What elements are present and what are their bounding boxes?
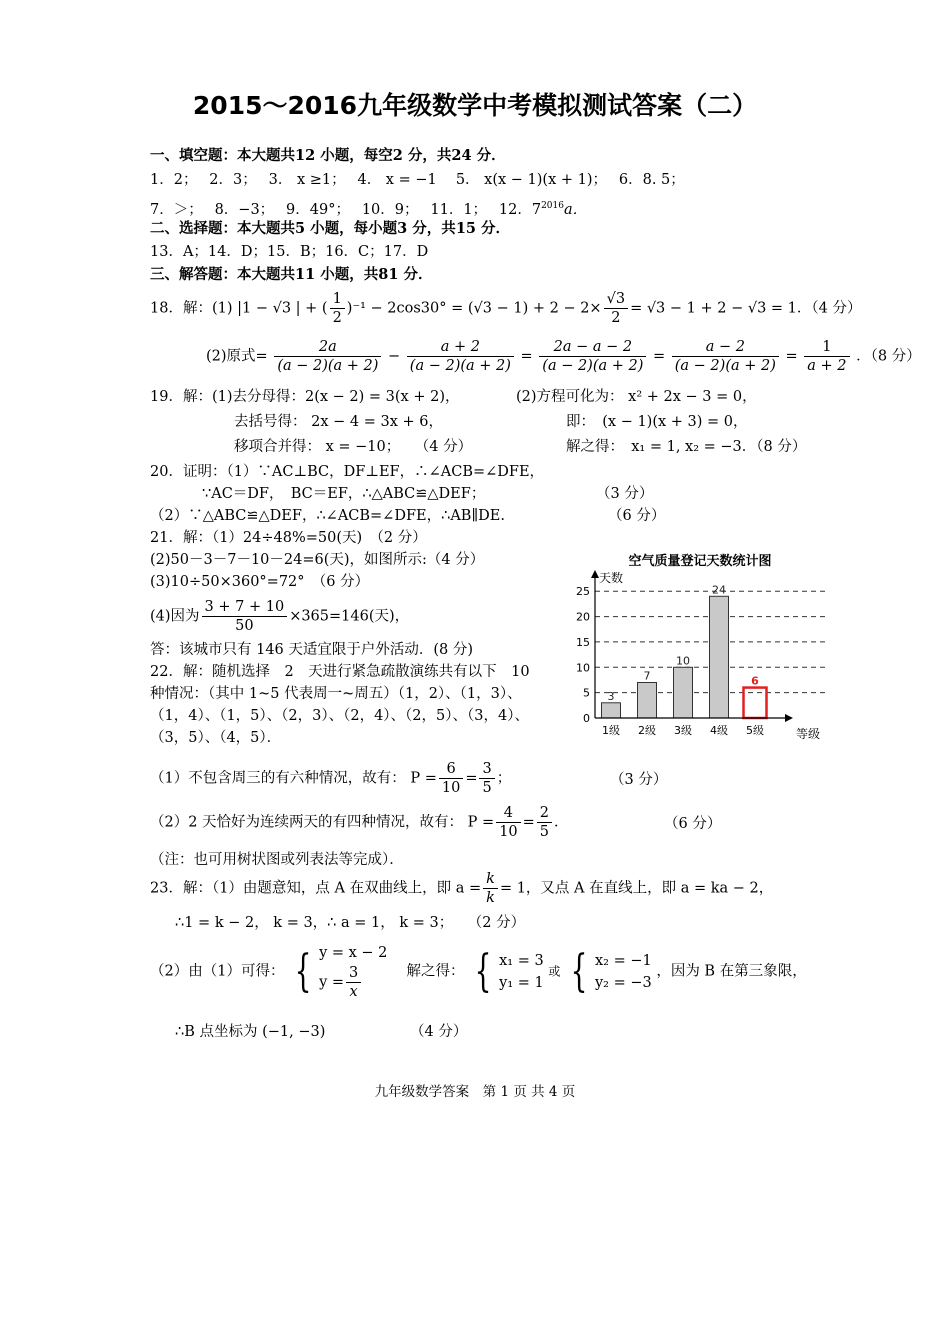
q22-part2: （2）2 天恰好为连续两天的有四种情况，故有： P = $\frac{4}{10}$ = $\frac{2}{5}$ ． bbox=[150, 805, 569, 840]
chart-x-arrow bbox=[785, 714, 793, 722]
section2-answers: 13．A；14．D；15．B；16．C；17．D bbox=[150, 244, 429, 260]
chart-y-tick-label: 5 bbox=[583, 686, 590, 700]
q21-line4: (4)因为 $\frac{3 + 7 + 10}{50}$ ×365=146(天)， bbox=[150, 599, 410, 634]
chart-category-label: 4级 bbox=[710, 724, 728, 737]
q19-line1-right: (2)方程可化为： x² + 2x − 3 = 0， bbox=[516, 389, 757, 405]
q20-line3-score: （6 分） bbox=[608, 508, 666, 524]
chart-data-label: 10 bbox=[676, 654, 690, 668]
left-brace-icon: { bbox=[474, 945, 492, 997]
chart-category-label: 3级 bbox=[674, 724, 692, 737]
q22-line3: （1，4）、（1，5）、（2，3）、（2，4）、（2，5）、（3，4）、 bbox=[150, 708, 529, 724]
q22-line4: （3，5）、（4，5）． bbox=[150, 730, 282, 746]
q21-line1: 21．解：（1）24÷48%=50(天) （2 分） bbox=[150, 530, 427, 546]
chart-data-label: 24 bbox=[712, 583, 726, 597]
chart-data-label: 6 bbox=[751, 674, 759, 688]
section1-answers-line2: 7．＞； 8．−3； 9．49°； 10．9； 11．1； 12．$7^{2016}a$． bbox=[150, 201, 588, 218]
chart-categories bbox=[602, 724, 764, 737]
q22-line1: 22．解：随机选择 2 天进行紧急疏散演练共有以下 10 bbox=[150, 664, 530, 680]
left-brace-icon: { bbox=[294, 945, 312, 997]
chart-x-label: 等级 bbox=[796, 727, 821, 741]
chart-y-tick-label: 0 bbox=[583, 712, 590, 725]
section3-heading: 三、解答题：本大题共11 小题，共81 分． bbox=[150, 266, 433, 283]
q21-line3: (3)10÷50×360°=72° （6 分） bbox=[150, 574, 370, 590]
chart-data-label: 3 bbox=[607, 689, 615, 703]
q20-line1: 20．证明：（1）∵AC⊥BC，DF⊥EF，∴∠ACB=∠DFE， bbox=[150, 464, 545, 480]
air-quality-bar-chart bbox=[565, 548, 835, 748]
q22-part1: （1）不包含周三的有六种情况，故有： P = $\frac{6}{10}$ = $\frac{3}{5}$ ； bbox=[150, 761, 512, 796]
chart-bar bbox=[674, 667, 693, 718]
page-title: 2015～2016九年级数学中考模拟测试答案（二） bbox=[192, 91, 758, 120]
q23-line4-score: （4 分） bbox=[410, 1024, 468, 1040]
q23-line1: 23．解：（1）由题意知，点 A 在双曲线上，即 a = $\frac{k}{k}$ = 1，又点 A 在直线上，即 a = ka − 2， bbox=[150, 871, 774, 906]
q23-line2: ∴1 = k − 2， k = 3，∴ a = 1， k = 3； （2 分） bbox=[175, 915, 526, 931]
q22-part2-score: （6 分） bbox=[664, 816, 722, 832]
q22-note: （注：也可用树状图或列表法等完成）． bbox=[150, 852, 404, 868]
chart-bar bbox=[638, 683, 657, 719]
page-footer: 九年级数学答案 第 1 页 共 4 页 bbox=[374, 1084, 576, 1100]
chart-y-tick-label: 10 bbox=[576, 661, 590, 675]
q19-line1-left: 19．解：(1)去分母得：2(x − 2) = 3(x + 2)， bbox=[150, 389, 460, 405]
chart-category-label: 1级 bbox=[602, 724, 620, 737]
chart-category-label: 2级 bbox=[638, 724, 656, 737]
q19-line3-left: 移项合并得： x = −10； （4 分） bbox=[234, 439, 473, 455]
q20-line2-score: （3 分） bbox=[596, 486, 654, 502]
q19-line3-right: 解之得： x₁ = 1, x₂ = −3．（8 分） bbox=[566, 439, 807, 455]
chart-y-ticks bbox=[576, 585, 590, 725]
chart-bar bbox=[744, 688, 767, 718]
chart-data-label: 7 bbox=[643, 669, 651, 683]
chart-category-label: 5级 bbox=[746, 724, 764, 737]
q20-line2: ∵AC＝DF， BC＝EF，∴△ABC≌△DEF； bbox=[202, 486, 486, 502]
q19-line2-right: 即： (x − 1)(x + 3) = 0， bbox=[566, 414, 748, 430]
chart-bar bbox=[602, 703, 621, 718]
q18-part2: (2)原式= $\frac{2a}{(a - 2)(a + 2)}$ − $\frac{a + 2}{(a - 2)(a + 2)}$ = $\frac{2a - a - 2}{(a - 2)(a + 2)}$ = $\frac{a - 2}{(a - 2)(a + 2)}$ = $\frac{1}{a + 2}$ ．（8 分） bbox=[206, 339, 921, 374]
chart-bar bbox=[710, 596, 729, 718]
section1-heading: 一、填空题：本大题共12 小题，每空2 分，共24 分． bbox=[150, 147, 506, 164]
chart-y-label: 天数 bbox=[599, 571, 624, 585]
q20-line3: （2）∵△ABC≌△DEF，∴∠ACB=∠DFE，∴AB∥DE. bbox=[150, 508, 505, 524]
left-brace-icon: { bbox=[570, 945, 588, 997]
chart-y-tick-label: 25 bbox=[576, 585, 590, 599]
q22-part1-score: （3 分） bbox=[610, 772, 668, 788]
section1-answers-line1: 1．2； 2．3； 3． x ≥1； 4． x = −1 5． x(x − 1)(x + 1)； 6．8. 5； bbox=[150, 172, 685, 188]
chart-title: 空气质量登记天数统计图 bbox=[628, 554, 772, 569]
chart-y-arrow bbox=[591, 570, 599, 578]
q21-line2: (2)50－3－7－10－24=6(天)，如图所示:（4 分） bbox=[150, 552, 485, 568]
chart-y-tick-label: 15 bbox=[576, 635, 590, 649]
q18-part1: 18．解：(1) |1 − √3 | + ( $\frac{1}{2}$ )⁻¹ − 2cos30° = (√3 − 1) + 2 − 2× $\frac{√3}{2}$ = √3 − 1 + 2 − √3 = 1．（4 分） bbox=[150, 291, 862, 326]
q19-line2-left: 去括号得： 2x − 4 = 3x + 6， bbox=[234, 414, 443, 430]
chart-y-tick-label: 20 bbox=[576, 610, 590, 624]
q23-line3: （2）由（1）可得： { y = x − 2 y = $\frac{3}{x}$ 解之得： { x₁ = 3 y₁ = 1 或 { x₂ = −1 y₂ = −3 ，因为 B 在第三象限， bbox=[150, 945, 807, 1000]
q22-line2: 种情况：（其中 1~5 代表周一~周五）（1，2）、（1，3）、 bbox=[150, 686, 522, 702]
q23-line4: ∴B 点坐标为 (−1, −3) bbox=[175, 1024, 326, 1040]
q21-answer: 答：该城市只有 146 天适宜限于户外活动．(8 分) bbox=[150, 642, 474, 658]
section2-heading: 二、选择题：本大题共5 小题，每小题3 分，共15 分． bbox=[150, 220, 511, 237]
